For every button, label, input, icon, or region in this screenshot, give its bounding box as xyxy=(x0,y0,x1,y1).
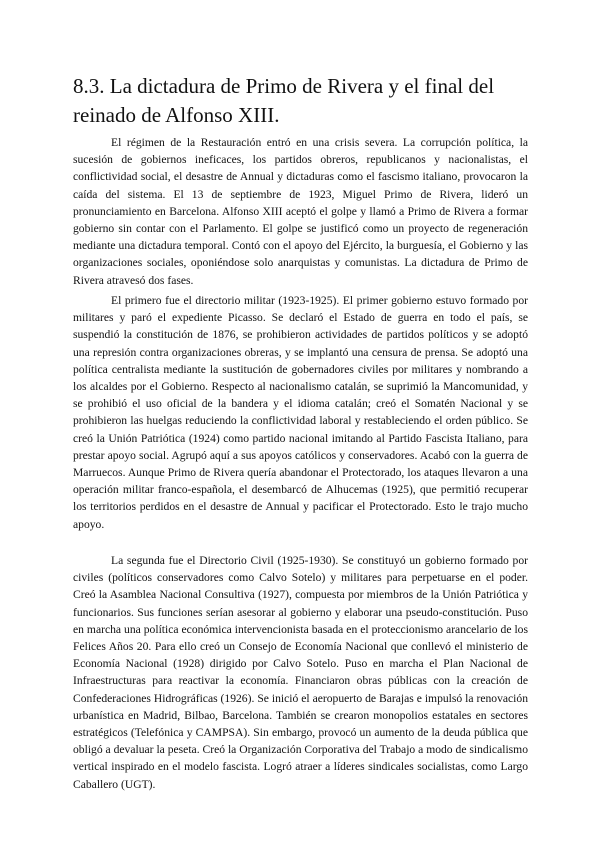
paragraph-directorio-civil: La segunda fue el Directorio Civil (1925-1930). Se constituyó un gobierno formado por civiles (políticos conservadores como Calvo Sotelo) y militares para perpetuarse en el poder. Creó la Asamblea Nacional Consultiva (1927), compuesta por miembros de la Unión Patriótica y funcionarios. Sus funciones serían asesorar al gobierno y elaborar una pseudo-constitución. Puso en marcha una política económica intervencionista basada en el proteccionismo arancelario de los Felices Años 20. Para ello creó un Consejo de Economía Nacional que conllevó el ministerio de Economía Nacional (1928) dirigido por Calvo Sotelo. Puso en marcha el Plan Nacional de Infraestructuras para reactivar la economía. Financiaron obras públicas con la creación de Confederaciones Hidrográficas (1926). Se inició el aeropuerto de Barajas e impulsó la renovación urbanística en Madrid, Bilbao, Barcelona. También se crearon monopolios estatales en sectores estratégicos (Telefónica y CAMPSA). Sin embargo, provocó un aumento de la deuda pública que obligó a devaluar la peseta. Creó la Organización Corporativa del Trabajo a modo de sindicalismo vertical inspirado en el modelo fascista. Logró atraer a líderes sindicales socialistas, como Largo Caballero (UGT). xyxy=(73,554,528,791)
paragraph-intro: El régimen de la Restauración entró en una crisis severa. La corrupción política, la sucesión de gobiernos ineficaces, los partidos obreros, republicanos y nacionalistas, el conflictividad social, el desastre de Annual y dictaduras como el fascismo italiano, provocaron la caída del sistema. El 13 de septiembre de 1923, Miguel Primo de Rivera, lideró un pronunciamiento en Barcelona. Alfonso XIII aceptó el golpe y llamó a Primo de Rivera a formar gobierno sin contar con el Parlamento. El golpe se justificó como un proyecto de regeneración mediante una dictadura temporal. Contó con el apoyo del Ejército, la burguesía, el Gobierno y las organizaciones sociales, oponiéndose solo anarquistas y comunistas. La dictadura de Primo de Rivera atravesó dos fases. xyxy=(73,136,528,287)
section-title: 8.3. La dictadura de Primo de Rivera y el final del reinado de Alfonso XIII. xyxy=(73,74,495,127)
paragraph-directorio-militar: El primero fue el directorio militar (1923-1925). El primer gobierno estuvo formado por militares y paró el expediente Picasso. Se declaró el Estado de guerra en todo el país, se suspendió la constitución de 1876, se prohibieron actividades de partidos políticos y se adoptó una represión contra organizaciones obreras, y se implantó una censura de prensa. Se adoptó una política centralista mediante la sustitución de gobernadores civiles por militares y nombrando a los alcaldes por el Gobierno. Respecto al nacionalismo catalán, se suprimió la Mancomunidad, y se prohibió el uso oficial de la bandera y el idioma catalán; creó el Somatén Nacional y se prohibieron las huelgas reduciendo la conflictividad laboral y restableciendo el orden público. Se creó la Unión Patriótica (1924) como partido nacional imitando al Partido Fascista Italiano, para prestar apoyo social. Agrupó aquí a sus apoyos católicos y conservadores. Acabó con la guerra de Marruecos. Aunque Primo de Rivera quería abandonar el Protectorado, los ataques llevaron a una operación militar franco-española, el desembarcó de Alhucemas (1925), que permitió recuperar los territorios perdidos en el desastre de Annual y pacificar el Protectorado. Esto le trajo mucho apoyo. xyxy=(73,294,528,531)
